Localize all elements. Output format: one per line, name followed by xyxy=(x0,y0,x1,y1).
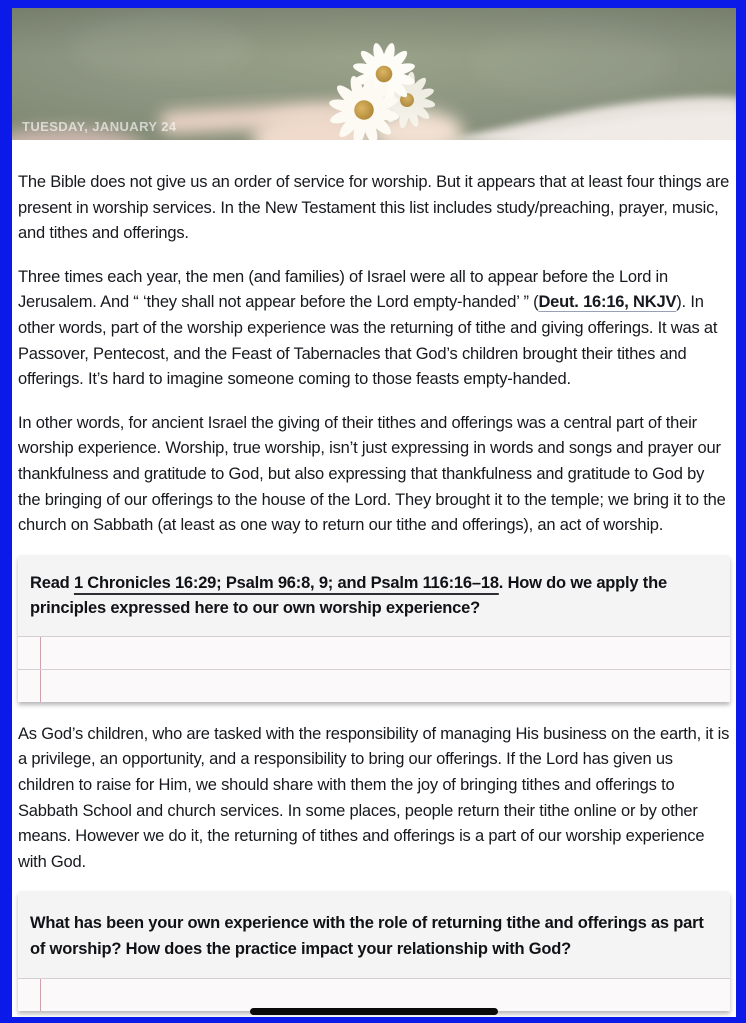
paragraph-1: The Bible does not give us an order of service for worship. But it appears that at least four things are present in worship services. In the New Testament this list includes study/preaching, prayer, music, and tithes and offerings. xyxy=(18,173,730,243)
lesson-date: TUESDAY, JANUARY 24 xyxy=(22,119,177,134)
note-area xyxy=(18,636,730,702)
bible-reference-link[interactable]: Deut. 16:16, NKJV xyxy=(538,293,677,312)
question-text: . How do we apply the principles expressed here to our own worship experience? xyxy=(30,573,667,618)
question-text: What has been your own experience with the role of returning tithe and offerings as part of worship? How does the practice impact your relationship with God? xyxy=(30,914,704,958)
note-line[interactable] xyxy=(18,978,730,1011)
question-block-2 xyxy=(18,891,730,1011)
question-box xyxy=(18,555,730,636)
note-area xyxy=(18,978,730,1011)
paragraph-text: ). In other words, part of the worship experience was the returning of tithe and giving offerings. It was at Passover, Pentecost, and the Feast of Tabernacles that God’s children brought their tithes and offerings. It’s hard to imagine someone coming to those feasts empty-handed. xyxy=(18,293,718,389)
paragraph-text: Three times each year, the men (and families) of Israel were all to appear before the Lord in Jerusalem. And “ ‘they shall not appear before the Lord empty-handed’ ” ( xyxy=(18,267,668,312)
lesson-hero xyxy=(12,8,736,140)
note-line[interactable] xyxy=(18,636,730,669)
question-block-1 xyxy=(18,555,730,702)
paragraph-3: In other words, for ancient Israel the giving of their tithes and offerings was a central part of their worship experience. Worship, true worship, isn’t just expressing in words and songs and prayer our thankfulness and gratitude to God, but also expressing that thankfulness and gratitude to God by the bringing of our offerings to the house of the Lord. They brought it to the temple; we bring it to the church on Sabbath (at least as one way to return our tithe and offerings), an act of worship. xyxy=(18,413,726,535)
bible-reference-link[interactable]: 1 Chronicles 16:29; Psalm 96:8, 9; and Psalm 116:16–18 xyxy=(73,573,499,592)
note-line[interactable] xyxy=(18,669,730,702)
question-text: Read xyxy=(30,573,74,592)
paragraph-4: As God’s children, who are tasked with the responsibility of managing His business on the earth, it is a privilege, an opportunity, and a responsibility to bring our offerings. If the Lord has given us children to raise for Him, we should share with them the joy of bringing tithes and offerings to Sabbath School and church services. In some places, people return their tithe online or by other means. However we do it, the returning of tithes and offerings is a part of our worship experience with God. xyxy=(18,724,730,871)
lesson-content xyxy=(12,140,736,1011)
home-indicator[interactable] xyxy=(250,1008,498,1015)
paragraph-2 xyxy=(18,265,730,393)
question-box xyxy=(18,891,730,978)
